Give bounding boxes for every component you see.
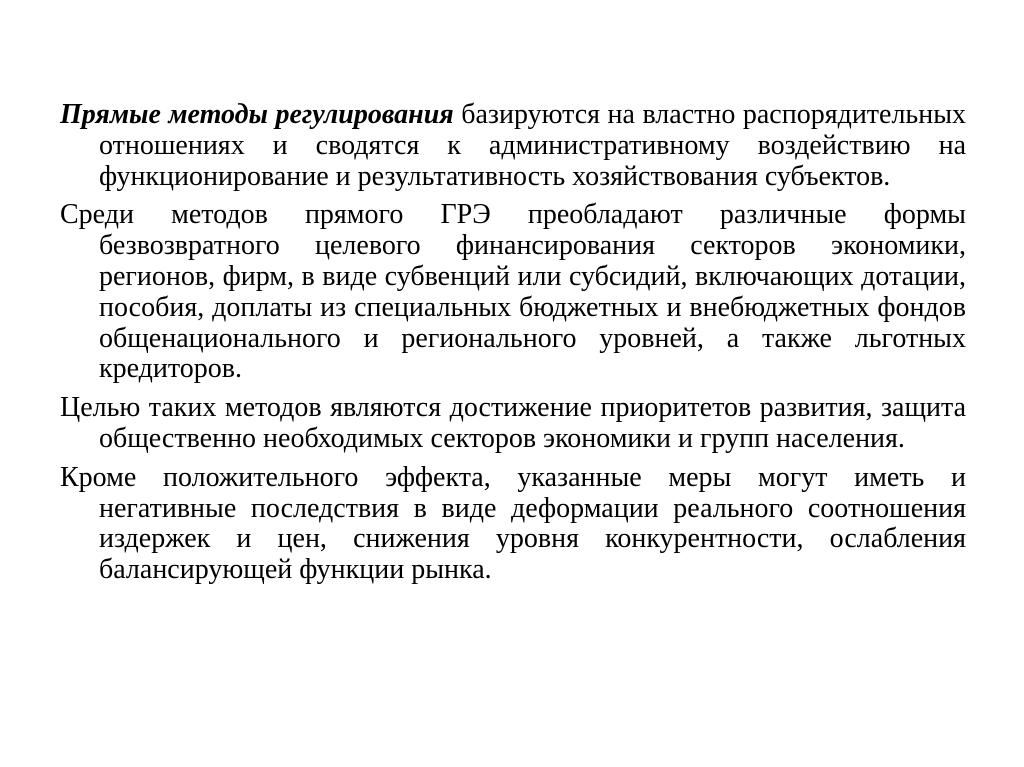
paragraph-direct-methods	[60, 100, 966, 192]
paragraph-text: базируются на властно распорядительных отношениях и сводятся к административному воздействию на функционирование и результативность хозяйствования субъектов.	[99, 99, 967, 192]
slide-text-body	[60, 100, 966, 594]
paragraph-lead-term: Прямые методы регулирования	[60, 99, 454, 130]
paragraph-text: Среди методов прямого ГРЭ преобладают различные формы безвозвратного целевого финансирования секторов экономики, регионов, фирм, в виде субвенций или субсидий, включающих дотации, пособия, доплаты из специальных бюджетных и внебюджетных фондов общенационального и регионального уровней, а также льготных кредиторов.	[60, 199, 966, 385]
paragraph-text: Целью таких методов являются достижение приоритетов развития, защита общественно необходимых секторов экономики и групп населения.	[60, 392, 966, 454]
paragraph-methods-list	[60, 200, 966, 385]
paragraph-text: Кроме положительного эффекта, указанные меры могут иметь и негативные последствия в виде деформации реального соотношения издержек и цен, снижения уровня конкурентности, ослабления балансирующей функции рынка.	[60, 461, 966, 586]
paragraph-negative-effects	[60, 463, 966, 586]
paragraph-goals	[60, 393, 966, 455]
